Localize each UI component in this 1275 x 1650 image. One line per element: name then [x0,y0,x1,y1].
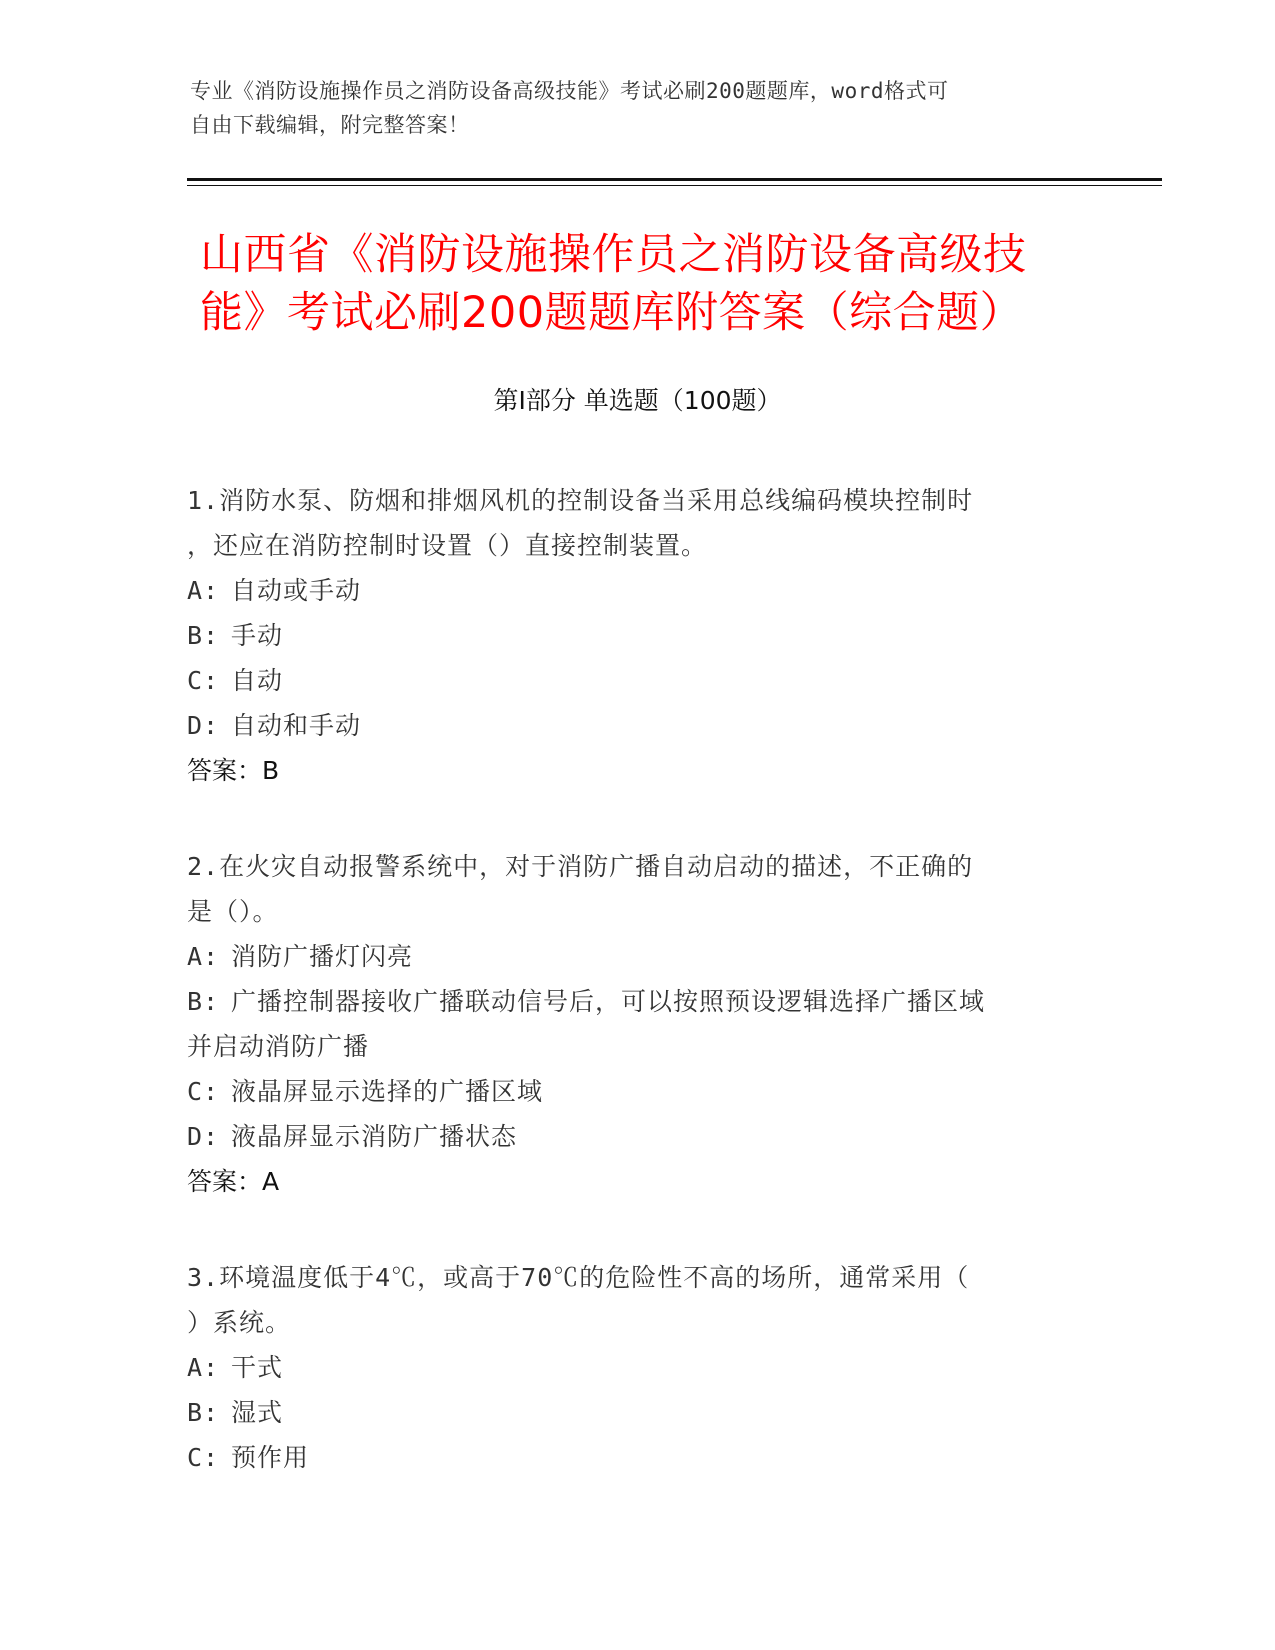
option-b [187,979,1087,1024]
question-stem-line-2: ）系统。 [187,1308,292,1337]
question-2 [187,844,1087,1204]
question-stem-line-1: 3.环境温度低于4℃，或高于70℃的危险性不高的场所，通常采用（ [187,1263,970,1292]
option-letter: B: [187,621,220,650]
question-stem-line-1: 1.消防水泵、防烟和排烟风机的控制设备当采用总线编码模块控制时 [187,486,974,515]
option-d [187,703,1087,748]
option-letter: C: [187,1077,220,1106]
option-text: 自动或手动 [231,576,362,605]
header-note [190,74,1090,142]
header-rule-thin [187,185,1162,186]
question-1 [187,478,1087,793]
header-note-line-2: 自由下载编辑，附完整答案！ [190,113,470,137]
option-a [187,934,1087,979]
option-a [187,568,1087,613]
section-heading: 第I部分 单选题（100题） [493,386,782,415]
option-letter: D: [187,711,220,740]
option-letter: D: [187,1122,220,1151]
header-rule-thick [187,178,1162,181]
document-title [200,226,1100,342]
option-b [187,1390,1087,1435]
option-text: 液晶屏显示选择的广播区域 [231,1077,544,1106]
header-note-line-1: 专业《消防设施操作员之消防设备高级技能》考试必刷200题题库，word格式可 [190,79,949,103]
question-list [187,478,1087,1531]
option-letter: B: [187,1398,220,1427]
option-text: 广播控制器接收广播联动信号后，可以按照预设逻辑选择广播区域 [231,987,986,1016]
question-stem-line-2: ，还应在消防控制时设置（）直接控制装置。 [187,531,708,560]
option-text: 自动和手动 [231,711,362,740]
question-3 [187,1255,1087,1480]
option-b [187,613,1087,658]
option-c [187,1069,1087,1114]
option-text: 消防广播灯闪亮 [231,942,414,971]
option-d [187,1114,1087,1159]
option-text: 手动 [231,621,284,650]
question-stem-line-2: 是（）。 [187,897,279,926]
answer: 答案：B [187,756,280,785]
option-letter: B: [187,987,220,1016]
option-letter: C: [187,1443,220,1472]
option-c [187,658,1087,703]
option-letter: A: [187,1353,220,1382]
option-text: 自动 [231,666,284,695]
option-b-continuation: 并启动消防广播 [187,1032,370,1061]
option-letter: A: [187,576,220,605]
option-text: 液晶屏显示消防广播状态 [231,1122,518,1151]
document-title-line-2: 能》考试必刷200题题库附答案（综合题） [200,288,1024,338]
option-text: 干式 [231,1353,284,1382]
answer: 答案：A [187,1167,280,1196]
option-text: 湿式 [231,1398,284,1427]
option-letter: A: [187,942,220,971]
question-stem-line-1: 2.在火灾自动报警系统中，对于消防广播自动启动的描述，不正确的 [187,852,974,881]
document-title-line-1: 山西省《消防设施操作员之消防设备高级技 [200,230,1027,280]
option-a [187,1345,1087,1390]
option-text: 预作用 [231,1443,310,1472]
option-c [187,1435,1087,1480]
option-letter: C: [187,666,220,695]
